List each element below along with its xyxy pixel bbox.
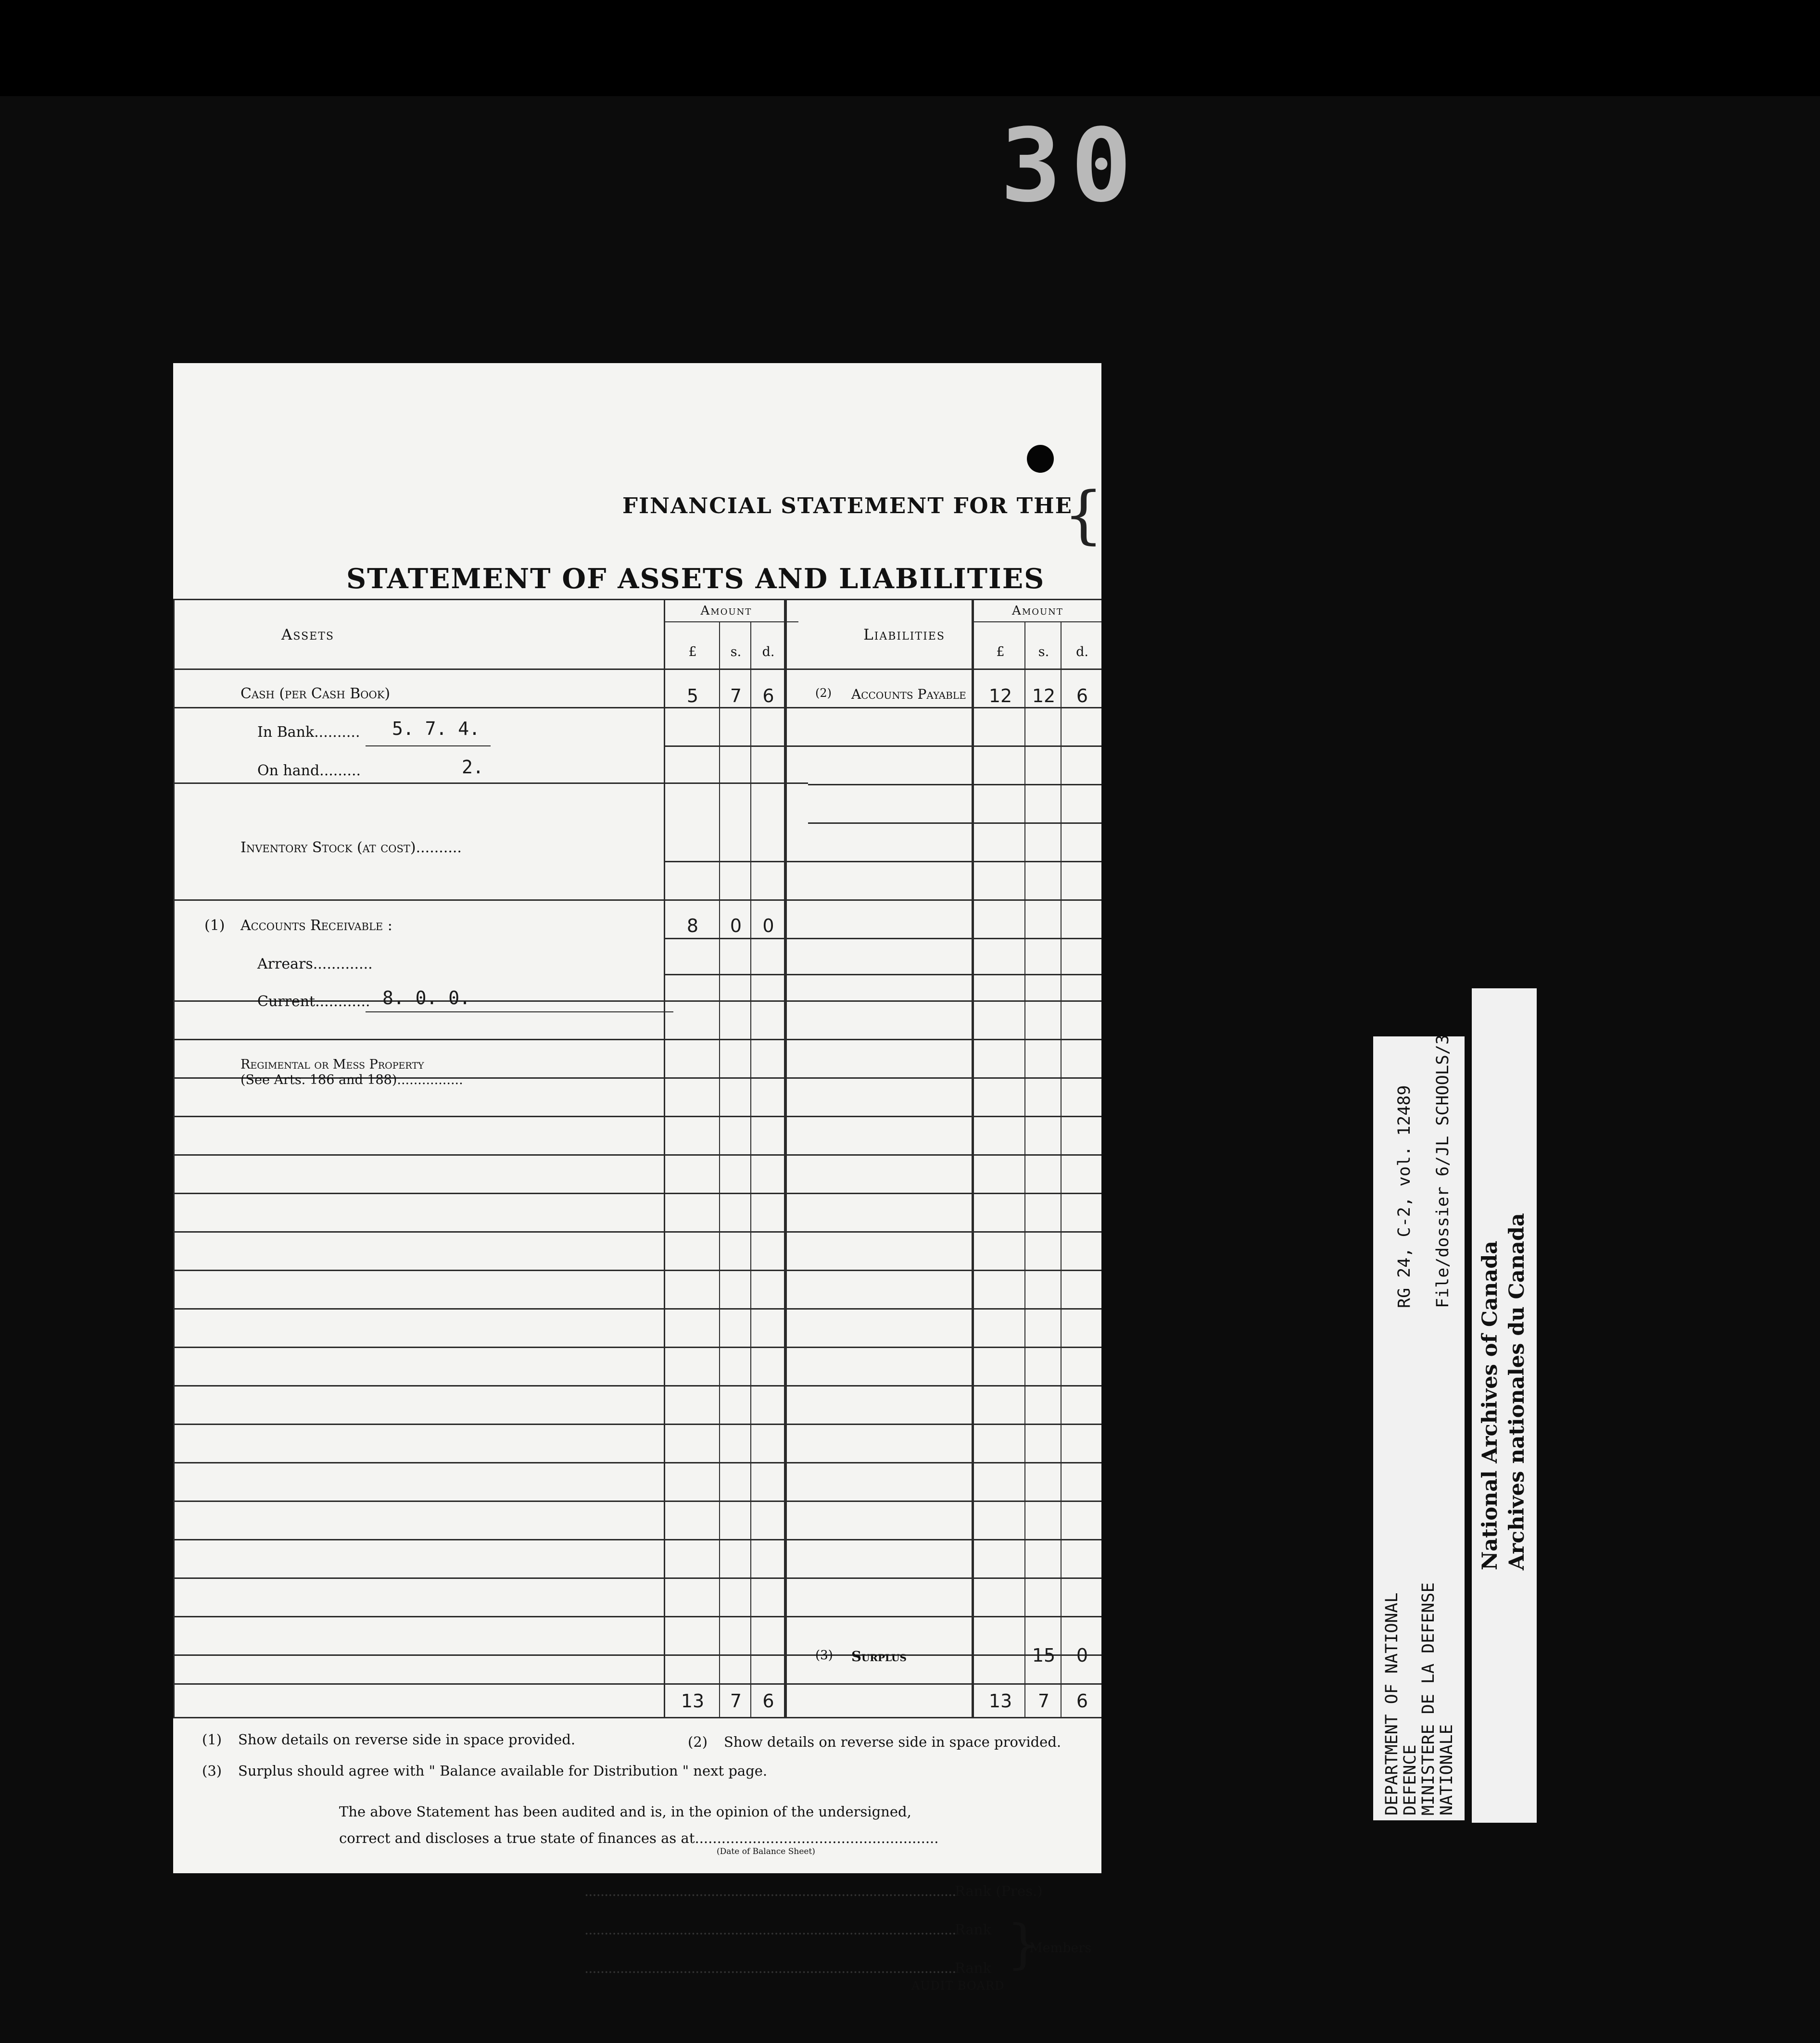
table-row-rule — [173, 1577, 1101, 1579]
rank-label-2: Rank — [955, 1960, 992, 1976]
national-archives-label — [1472, 988, 1537, 1823]
members-brace: } — [1007, 1913, 1040, 1975]
receivable-shillings: 0 — [730, 915, 742, 936]
liab-row-rule — [808, 899, 1101, 901]
frame-number: 30 — [1000, 107, 1141, 225]
cash-pence: 6 — [762, 685, 774, 706]
center-double-rule — [784, 599, 787, 1717]
note-3: Surplus should agree with " Balance available for Distribution " next page. — [238, 1763, 768, 1779]
rank-pres-label: Rank (Pres.) — [955, 1883, 1043, 1899]
liabilities-header: Liabilities — [863, 626, 945, 643]
liab-row-rule — [808, 707, 1101, 708]
record-group-line: RG 24, C-2, vol. 12489 — [1395, 1085, 1414, 1308]
brace-mark: { — [1063, 478, 1103, 551]
table-row-rule — [173, 1347, 1101, 1348]
liab-row-rule — [808, 745, 1101, 747]
pence-rule — [750, 621, 751, 1717]
inventory-label: Inventory Stock (at cost).......... — [240, 839, 462, 856]
table-row-rule — [173, 1270, 1101, 1271]
receivable-label: Accounts Receivable : — [240, 917, 392, 934]
statement-title: STATEMENT OF ASSETS AND LIABILITIES — [346, 563, 1045, 595]
department-line-1: DEPARTMENT OF NATIONAL — [1382, 1592, 1402, 1816]
liabilities-total-shillings: 7 — [1037, 1690, 1050, 1712]
cash-shillings: 7 — [730, 685, 742, 706]
note-3-number: (3) — [202, 1763, 222, 1779]
amount-header-left: Amount — [700, 604, 752, 618]
members-label: Members — [1029, 1941, 1092, 1955]
liab-row-rule — [808, 861, 1101, 862]
surplus-shillings: 15 — [1032, 1645, 1056, 1666]
property-arts-label: (See Arts. 186 and 188)................ — [240, 1072, 463, 1087]
national-archives-fr: Archives nationales du Canada — [1505, 1213, 1529, 1570]
table-row-rule — [173, 1231, 1101, 1233]
on-hand-label: On hand......... — [257, 762, 361, 779]
table-left-rule — [173, 599, 175, 1717]
table-row-rule — [173, 1501, 1101, 1502]
liab-pence-rule — [1061, 621, 1062, 1717]
liab-shillings-rule — [1024, 621, 1025, 1717]
in-bank-value: 5. 7. 4. — [392, 718, 480, 739]
arrears-label: Arrears............. — [257, 956, 373, 972]
department-line-4: NATIONALE — [1437, 1724, 1456, 1816]
subtotal-underline — [366, 1011, 673, 1012]
rank-label-1: Rank — [955, 1921, 992, 1938]
note-1: Show details on reverse side in space provided. — [238, 1731, 576, 1748]
table-row-rule — [173, 1308, 1101, 1310]
subtotal-underline — [366, 745, 491, 746]
payable-label: Accounts Payable — [851, 686, 966, 702]
assets-total-shillings: 7 — [730, 1690, 742, 1712]
assets-total-pence: 6 — [762, 1690, 774, 1712]
signature-dots-president: .............................................................................................. — [584, 1883, 956, 1899]
payable-shillings: 12 — [1032, 685, 1056, 706]
current-value: 8. 0. 0. — [382, 987, 471, 1009]
in-bank-label: In Bank.......... — [257, 724, 360, 741]
table-bottom-rule — [173, 1717, 1101, 1718]
cash-label: Cash (per Cash Book) — [240, 685, 391, 702]
receivable-pence: 0 — [762, 915, 774, 936]
payable-pence: 6 — [1076, 685, 1088, 706]
date-caption: (Date of Balance Sheet) — [717, 1847, 815, 1856]
department-line-3: MINISTERE DE LA DEFENSE — [1419, 1582, 1438, 1816]
record-group-label — [1385, 1034, 1462, 1308]
audit-statement-line-1: The above Statement has been audited and is, in the opinion of the undersigned, — [339, 1803, 911, 1820]
film-top-band — [0, 0, 1820, 96]
amount-rule-right — [972, 621, 1101, 622]
table-row-rule — [173, 1539, 1101, 1540]
liab-row-rule — [808, 822, 1101, 824]
table-row-rule — [173, 1462, 1101, 1463]
table-row-rule — [173, 1039, 1101, 1040]
assets-header: Assets — [281, 626, 334, 643]
current-label: Current............ — [257, 993, 370, 1010]
amount-header-right: Amount — [1012, 604, 1063, 618]
department-line-2: DEFENCE — [1401, 1744, 1420, 1816]
assets-amount-rule — [664, 599, 665, 1717]
property-label: Regimental or Mess Property — [240, 1057, 424, 1072]
pounds-header: £ — [688, 644, 697, 659]
form-page — [173, 363, 1103, 1993]
asset-row-rule — [173, 782, 808, 784]
on-hand-value: 2. — [462, 757, 484, 778]
national-archives-en: National Archives of Canada — [1478, 1240, 1502, 1570]
table-row-rule — [173, 1385, 1101, 1387]
liab-amount-rule — [972, 599, 974, 1717]
signature-dots-member-2: .............................................................................................. — [584, 1960, 956, 1976]
table-row-rule — [173, 1154, 1101, 1156]
archive-reference-label — [1373, 1036, 1465, 1820]
receivable-pounds: 8 — [686, 915, 699, 936]
assets-total-pounds: 13 — [681, 1690, 705, 1712]
note-1-number: (1) — [202, 1731, 222, 1748]
table-row-rule — [173, 1116, 1101, 1117]
audit-statement-line-2: correct and discloses a true state of finances as at....................................................... — [339, 1830, 939, 1846]
asset-row-rule — [173, 707, 808, 708]
department-label — [1383, 1582, 1456, 1816]
surplus-pence: 0 — [1076, 1645, 1088, 1666]
payable-number: (2) — [815, 686, 832, 700]
financial-statement-title: FINANCIAL STATEMENT FOR THE — [622, 493, 1073, 518]
liab-pence-header: d. — [1076, 644, 1088, 659]
amount-rule-left — [664, 621, 798, 622]
table-row-rule — [173, 1424, 1101, 1425]
receivable-number: (1) — [204, 917, 225, 934]
cash-pounds: 5 — [686, 685, 699, 706]
liab-row-rule — [808, 974, 1101, 975]
table-row-rule — [173, 1616, 1101, 1617]
table-row-rule — [173, 1193, 1101, 1194]
total-rule — [173, 1683, 1101, 1685]
liab-row-rule — [808, 784, 1101, 785]
audit-board-label: AUDIT BOARD — [911, 1979, 1005, 1993]
note-2-number: (2) — [688, 1734, 708, 1750]
table-row-rule — [173, 1654, 1101, 1656]
liab-shillings-header: s. — [1038, 644, 1049, 659]
national-archives-text — [1477, 1213, 1530, 1570]
punch-hole — [1027, 445, 1054, 473]
shillings-header: s. — [730, 644, 742, 659]
shillings-rule — [719, 621, 720, 1717]
pence-header: d. — [762, 644, 775, 659]
table-top-rule — [173, 599, 1101, 600]
asset-row-rule — [173, 899, 808, 901]
note-2: Show details on reverse side in space provided. — [724, 1734, 1062, 1750]
liab-row-rule — [808, 938, 1101, 939]
surplus-number: (3) — [815, 1648, 833, 1663]
payable-pounds: 12 — [988, 685, 1012, 706]
signature-dots-member-1: .............................................................................................. — [584, 1921, 956, 1938]
liabilities-total-pence: 6 — [1076, 1690, 1088, 1712]
header-bottom-rule — [173, 668, 1101, 670]
liab-pounds-header: £ — [996, 644, 1005, 659]
file-dossier-line: File/dossier 6/JL SCHOOLS/3 — [1433, 1034, 1453, 1308]
surplus-label: Surplus — [851, 1648, 907, 1665]
liabilities-total-pounds: 13 — [988, 1690, 1012, 1712]
